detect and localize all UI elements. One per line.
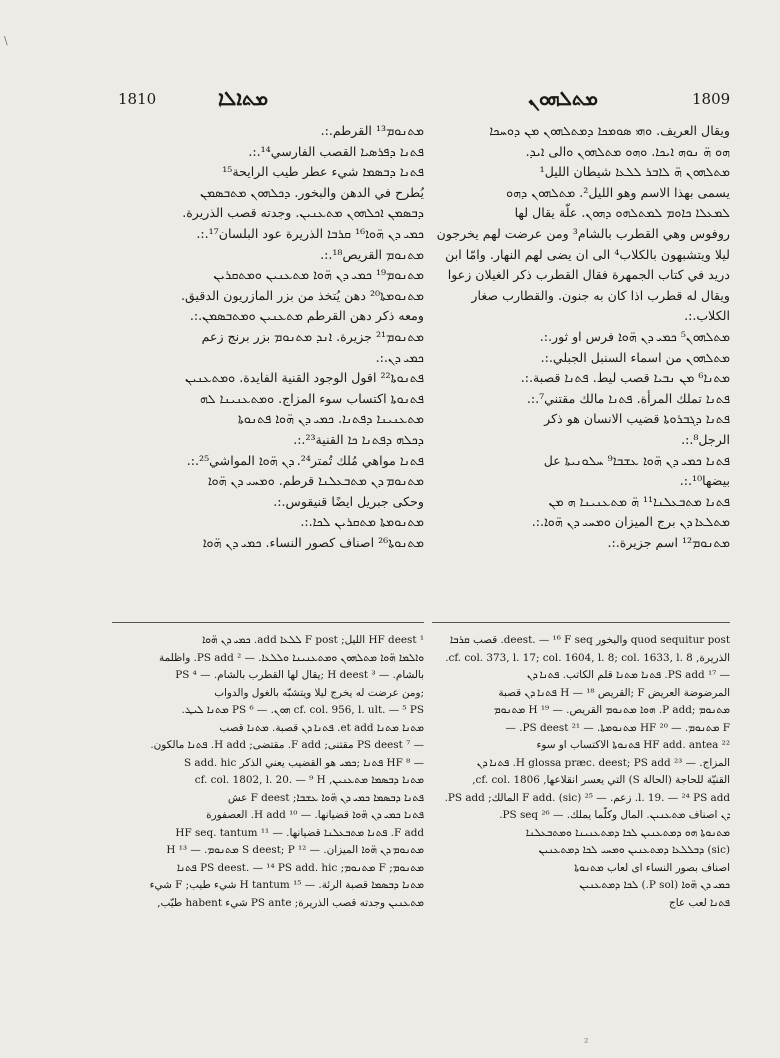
text-line: ܡܬܠܗܘܢ⁵ ܟܡܝ ܕܢ ܗ̈ܘܐ فرس او ثور.:. [539,328,730,344]
footnote-line: ܦܬܢܐ ܕܒܣܡܐ ܟܡܝ ܕܢ ܗ̈ܘܐ ܥܫܒܐ; F deest عش [227,791,424,804]
footnote-rule-left [112,622,424,623]
footnote-line: — ⁷ PS deest مقتنى; F add. مقتضى; H add. ܦܬܢܐ مالكون. [150,739,424,751]
footnote-line: ¹ HF deest الليل; F post ܠܠܥܐ add. ܟܡܝ ܕܢ ܗ̈ܘܐ [202,634,424,646]
text-line: وحكى جبريل ايضًا قنيقوس.:. [273,493,424,509]
left-running-title: ܡܬܐܠܐ [218,86,269,110]
text-line: ܡܬܠܥܐ ܕܢ برج الميزان ܘܡܚܝ ܕܢ ܗ̈ܘܐ.:. [531,514,730,530]
text-line: يُطرح في الدهن والبخور. ܕܟܠܗܘܢ ܡܬܒܣܡܢ [200,184,424,200]
footnote-line: F ܡܬܢܘܡ. — ²⁰ HF ܡܬܢܘܡܬܐ. — ²¹ PS deest. — [505,721,730,734]
text-line: ܦܬܢܐ ܕܒܣܡܐ شيء عطر طيب الرايحة¹⁵ [222,164,424,180]
text-line: بيضها¹⁰.:. [679,473,730,489]
footnote-line: ܟܡܝ ܕܢ ܗ̈ܘܐ (P sol.) ܠܟܐ ܕܡܬܥܢܝܢ [579,879,730,891]
footnote-line: المرضوضة العريض F ;القريص H — ¹⁸ ܦܬܢܐ ܕܢ قصبة [498,686,730,699]
text-line: ܕܒܣܡܢ ܐܟܠܗܘܢ ܡܬܥܢܝܢ. وجدته قصب الذريرة. [182,205,424,221]
text-line: ܦܬܢܐ ܡܬܒܥܠܢܐ¹¹ ܗ̈ ܡܬܥܢܝܢܐ ܗ ܡܢ [548,493,730,509]
text-line: ܦܬܢܐ ܟܡܝ ܕܢ ܗ̈ܘܐ ܥܫܒܐ⁹ ܚܠܘܢܝܬܐ عل [543,452,730,468]
text-line: ܡܬܢܘܡܬܐ²⁰ دهن يُتخذ من بزر المازريون الدقيق. [181,287,424,303]
footnote-line: ܕܢ اصناف ܡܬܥܢܝܢ. المال وكلّما يملك. — ²⁶ PS seq. [499,809,730,821]
text-line: ܡܬܢܘܬܐ²⁶ اصناف كصور النساء. ܟܡܝ ܕܢ ܗ̈ܘܐ [202,534,424,550]
right-page-number: 1809 [692,90,731,108]
text-line: ܟܡܝ ܕܢ.:. [375,349,424,365]
footnote-line: cf. col. 956, l. ult. — ⁵ PS ܗܘܢ. — ⁶ PS ܡܬܢܐ ܠܝܛ. [181,704,424,716]
footnotes-right [432,632,730,912]
footnote-line: ܘܐܠܡܐ ܗ̈ܘܐ ܡܬܠܗܘܢ ܘܡܬܥܢܝܢܐ ܘܠܠܥܐ. — ² PS add. واظلمة [159,651,424,664]
text-line: ܡܬܠܗܘܢ من اسماء السنبل الجبلي.:. [540,349,730,365]
footnote-line: ²² HF add. antea ܦܬܢܘܬܐ الاكتساب او سوء [536,739,730,751]
text-line: ܡܬܥܢܝܢܐ ܕܦܬܢܐ. ܟܡܝ ܕܢ ܗ̈ܘܐ ܦܬܢܘܬܐ [237,411,424,427]
footnote-rule-right [432,622,730,623]
footnote-line: المزاج. — ²³ H glossa præc. deest; PS add. ܦܬܢܐ ܕܢ [476,756,730,769]
footnote-line: — ¹⁷ PS add. ܦܬܢܐ ܡܬܢܐ قلم الكاتب. ܦܬܢܐ ܕܢ [526,669,730,681]
text-line: ܡܬܢܘܡܬܐ ܡܬܩܪܝܢ ܠܟܐ.:. [300,514,424,530]
text-line: روفوس وهي القطرب بالشام³ ومن عرضت لهم يخرجون [436,225,730,241]
footnote-line: l. 19. — ²⁴ PS add. زعم. — ²⁵ F add. (sic) المالك; PS add. [444,791,730,804]
text-line: دريد في كتاب الجمهرة فقال القطرب ذكر الغيلان زعوا [447,267,730,283]
text-line: ܕܟܠܗ ܕܦܬܢܐ ܟܐ القنية²³.:. [293,431,424,447]
text-line: ܡܬܢܘܡ¹² اسم جزيرة.:. [607,534,730,550]
footnote-line: ܡܬܢܐ ܡܬܢܐ et add. ܦܬܢܐ ܕܢ قصبة. ܡܬܢܐ قصب [219,721,424,734]
text-line: ܡܬܢܘܡ¹³ القرطم.:. [320,123,424,138]
text-line: ܡܬܠܗܘܢ ܗ̈ ܠܐܒܪ ܠܠܥܐ شيطان الليل¹ [539,164,730,180]
right-running-title: ܡܬܠܗܘܢ [528,86,599,110]
text-line: ܡܬܢܘܡ القريص¹⁸.:. [320,246,424,262]
text-line: ܗܘ ܗ̈ ܢܘܗ ܐܝܟܐ. ܘܗܘ ܡܬܠܗܘܢ ܘالى ܐܝܕ. [525,143,730,159]
footnote-line: ܡܬܢܘܡ ;P add. ܗܘܐ ܡܬܢܘܡ القريص. — ¹⁹ H ܡܬܢܘܡ [493,704,730,716]
text-line: ܦܬܢܐ مواهي مُلك تُمتر²⁴. ܕܢ ܗ̈ܘܐ المواشي²⁵.:. [186,452,424,468]
text-line: ܦܬܢܘܬܐ²² اقول الوجود القنية الفايدة. ܘܡܬܥܢܝܢ [184,370,424,386]
footnote-line: — ⁸ HF ܦܬܢܐ ;ܟܡܝ هو القضيب يعني الذكر S add. hic [183,756,424,769]
left-column [112,121,424,553]
footnote-line: ܡܬܢܐ ܕܒܣܡܐ قصبة الرئة. — ¹⁵ H tantum شيء طيب; F شيء [149,879,424,891]
text-line: ويقال له قطرب اذا كان به جنون. والقطارب صغار [471,287,730,303]
text-line: ܡܬܢܘܡ¹⁹ ܟܡܝ ܕܢ ܗ̈ܘܐ ܡܬܥܢܝܢ ܘܡܬܩܪܝܢ [213,267,424,283]
text-line: ܡܬܢܐ⁶ ܡܢ ܢܒܝܐ قصب ليط. ܦܬܢܐ قصبة.:. [520,370,730,386]
footnote-line: ܡܬܥܢܝܢ وجدته قصب الذريرة; PS ante شيء habent طيّب, [157,896,424,909]
left-page-number: 1810 [118,90,157,108]
text-line: ܦܬܢܐ ܕܦܪܣܝܐ القصب الفارسي¹⁴.:. [248,143,424,159]
text-line: ܡܬܢܘܡ ܕܢ ܡܬܒܥܠܢܐ قرطم. ܘܡܚܝ ܕܢ ܗ̈ܘܐ [207,473,424,489]
text-line: ܠܡܥܠܐ ܟܐܘܡ ܠܡܬܠܗܘ ܕܗܘܢ. علّة يقال لها [514,205,730,221]
text-line: ليلا ويتشبهون بالكلاب⁴ الى ان يضى لهم النهار. وامّا ابن [445,246,730,262]
footnote-line: ܡܬܢܐ ܕܒܣܡܐ ܡܬܥܢܝܢ, cf. col. 1802, l. 20. — ⁹ H [194,774,424,786]
text-line: ܡܬܢܘܡ²¹ جزيرة. ܐܢܕ ܡܬܢܘܡ بزر برنج زعم [201,328,424,344]
footnote-line: (sic) ܕܒܠܠܥܐ ܕܡܬܥܢܝܢ ܘܡܚܝ ܠܟܐ ܕܡܬܥܢܝܢ [538,844,730,856]
footnote-line: ܦܬܢܐ ܟܡܝ ܕܢ ܗ̈ܘܐ قضيانها. — ¹⁰ H add. العصفورة [206,809,424,821]
footnote-line: quod sequitur post والبخور deest. — ¹⁶ F seq. قصب ܩܪܒܐ [449,634,730,646]
footnote-line: F add. ܦܬܢܐ ܡܬܒܥܠܢܐ قضيانها. — ¹¹ HF seq. tantum [175,826,424,839]
footnote-line: ܡܬܢܘܡ; F ܡܬܢܘܡ; PS deest. — ¹⁴ PS add. hic ܦܬܢܐ [176,861,424,874]
footnote-line: ܡܬܢܘܬܐ ܗܘ ܕܡܬܥܢܝܢ ܠܟܐ ܕܡܬܥܢܝܢܐ ܘܡܬܒܥܠܢܐ [525,826,730,839]
footnote-line: ܡܬܢܘܡ ܕܢ ܗ̈ܘܐ الميزان. — ¹² S deest; P ܡܬܢܘܡ. — ¹³ H [166,844,424,856]
text-line: الرجل⁸.:. [681,431,730,447]
text-line: يسمى بهذا الاسم وهو الليل². ܡܬܠܗܘܢ ܕܗܘ [506,184,730,200]
footnote-line: القنيّة للحاجة (الحالة S) التي يعسر انقلاعها, cf. col. 1806, [472,774,730,786]
text-line: ܦܬܢܘܬܐ اكتساب سوء المزاج. ܘܡܬܥܢܝܢܐ ܠܗ [200,390,424,406]
text-line: ومعه ذكر دهن القرطم ܡܬܥܢܝܢ ܘܡܬܒܣܡܢ.:. [189,308,424,324]
footnote-line: ;ومن عرضت له يخرج ليلا ويتشبّه بالغول والدواب [214,686,424,699]
text-line: ܟܡܝ ܕܢ ܗ̈ܘܐ¹⁶ ܩܪܒܐ الذريرة عود البلسان¹⁷.:. [196,225,424,241]
footnote-line: بالشام. — ³ H deest ;يقال لها القطرب بالشام. — ⁴ PS [175,669,424,681]
footnotes-left [112,632,424,912]
footnote-line: الذريرة, cf. col. 373, l. 17; col. 1604, l. 8; col. 1633, l. 8. [445,651,730,664]
bottom-mark: ² [584,1036,589,1049]
text-line: ܦܬܢܐ تملك المرأة. ܦܬܢܐ مالك مقتني⁷.:. [526,390,730,406]
margin-mark: \ [4,34,8,47]
text-line: الكلاب.:. [684,308,730,324]
footnote-line: ܦܬܢܐ لعب عاج [669,896,730,909]
text-line: ويقال العريف. ܘܗܝ ܣܘܡܟܐ ܕܡܬܠܗܘܢ ܡܢ ܕܘܚܟܐ [489,123,730,138]
right-column [432,121,730,553]
footnote-line: اصناف بصور النساء اى لعاب ܡܬܢܘܬܐ [574,861,730,874]
text-line: ܦܬܢܐ ܕܓܒܪܘܬܐ قضيب الانسان هو ذكر [544,411,730,427]
